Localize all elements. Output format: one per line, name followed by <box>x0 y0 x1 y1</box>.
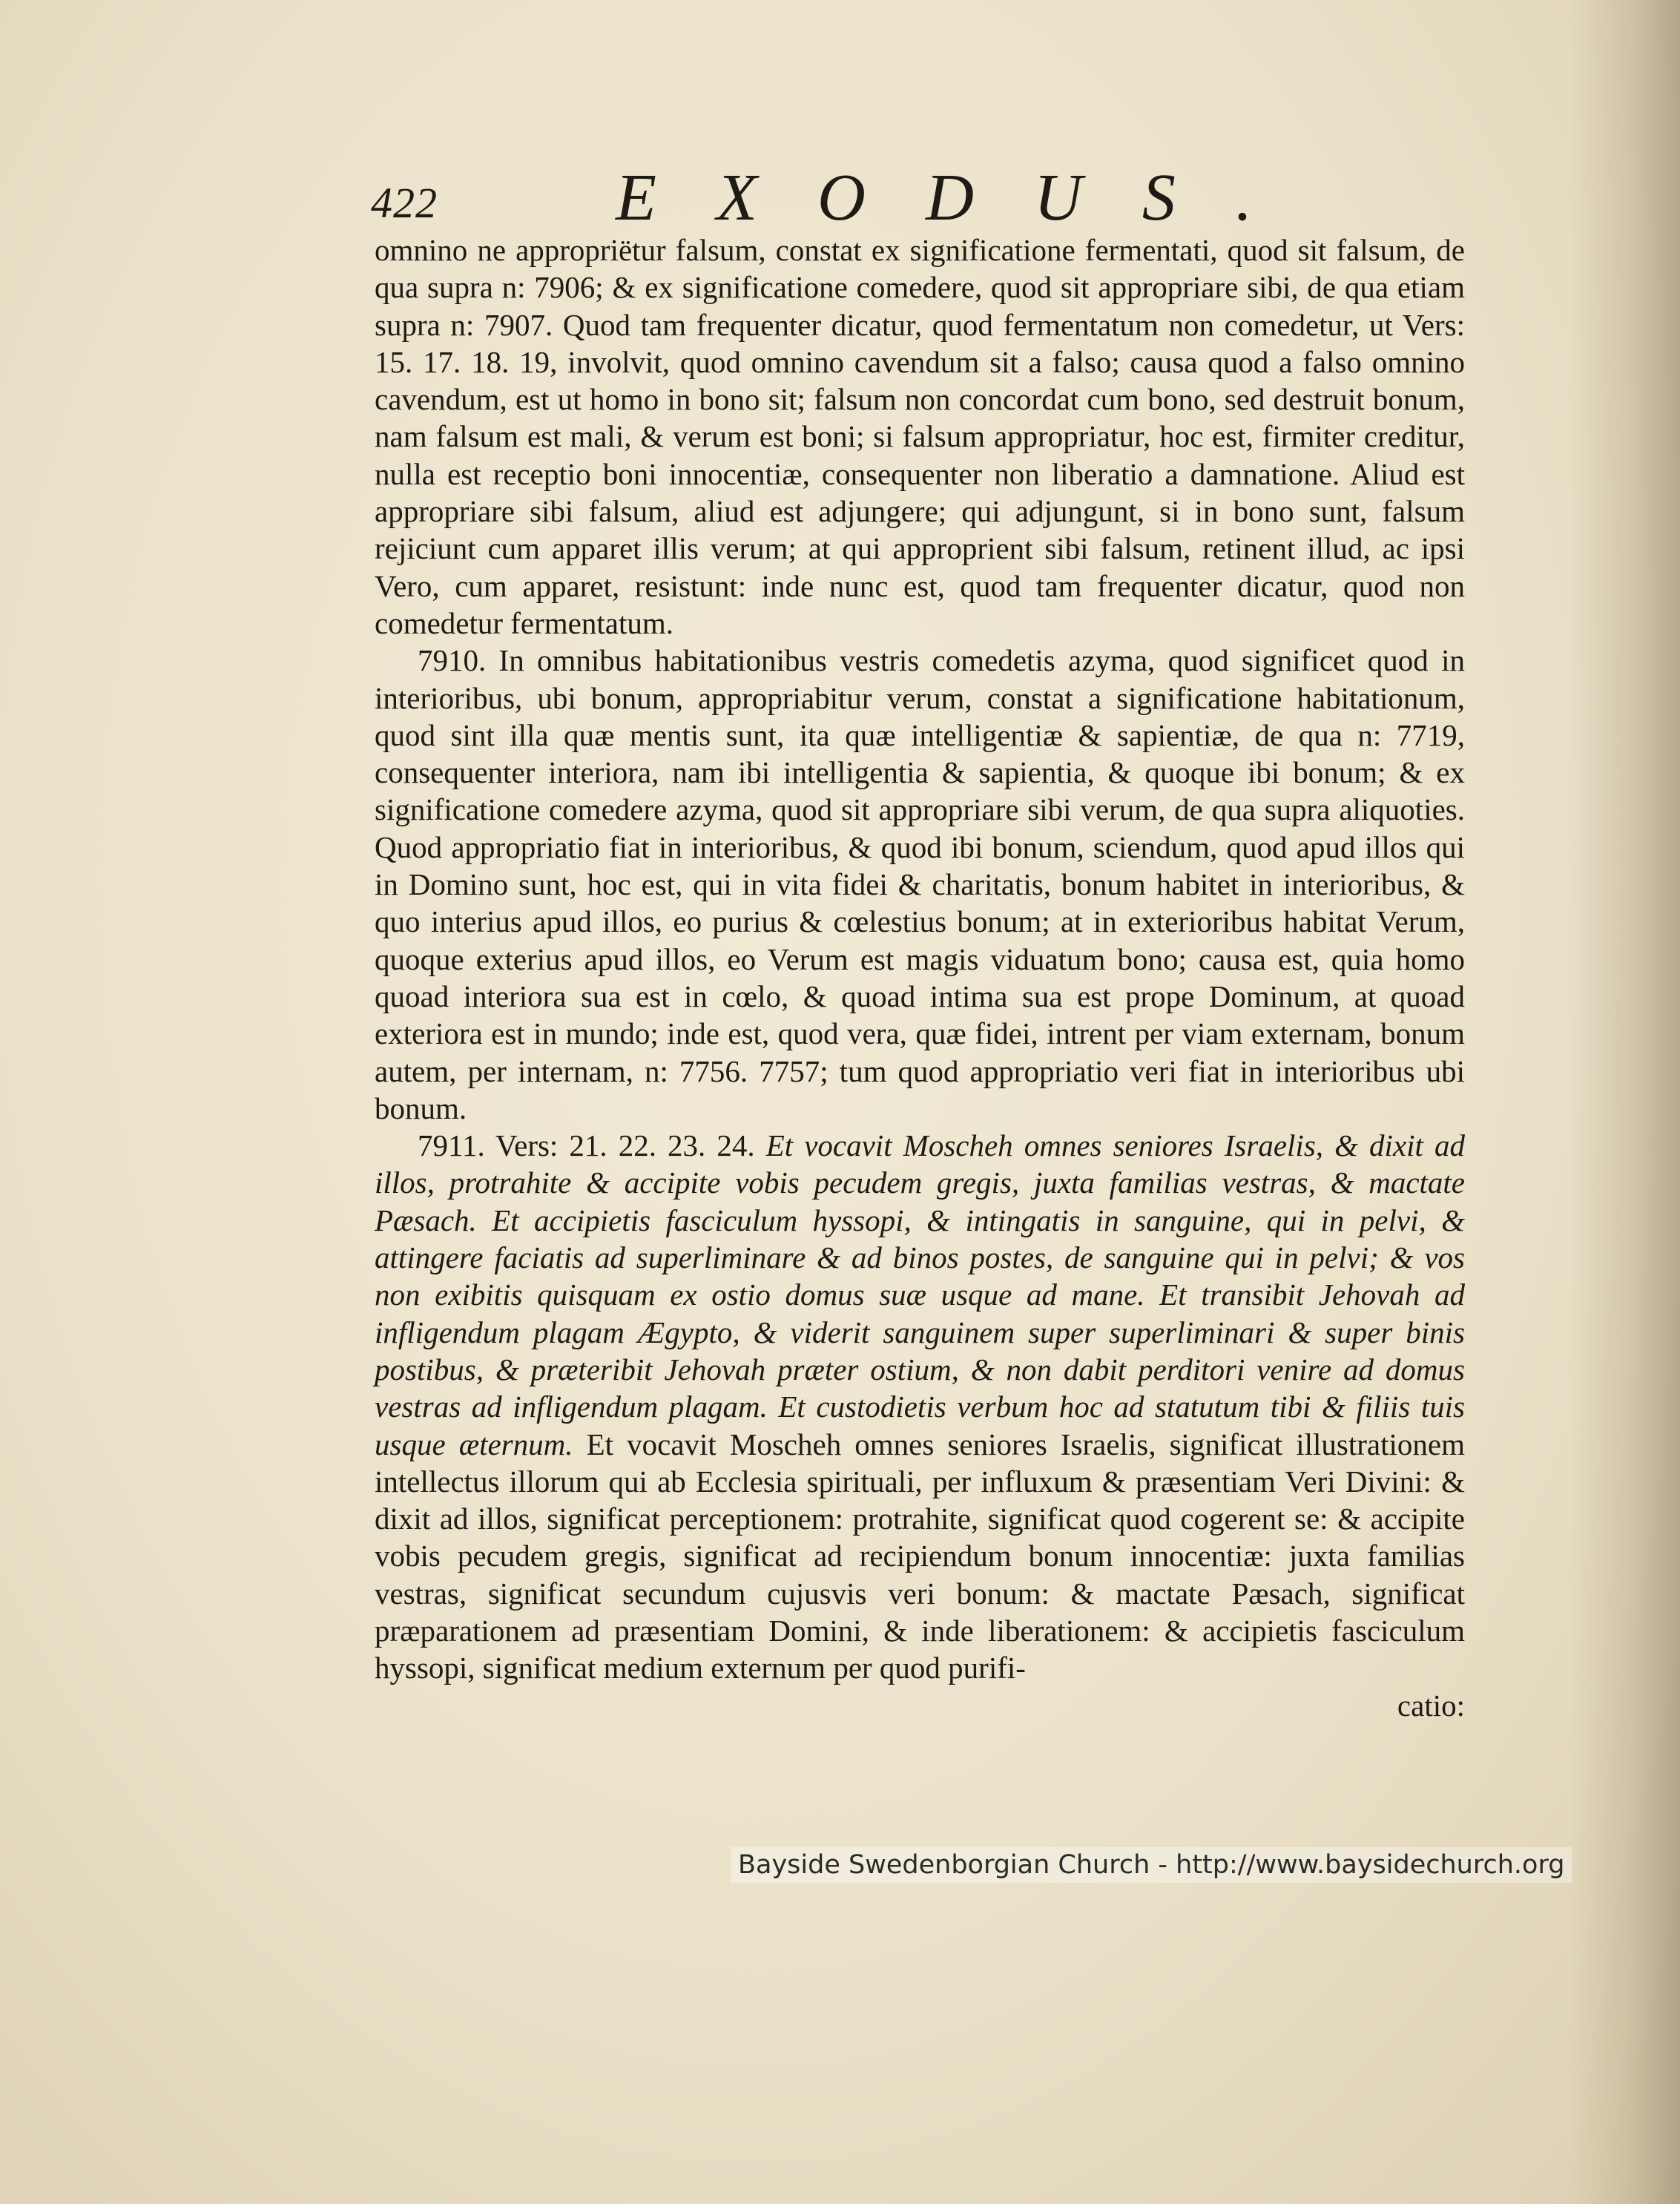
catchword: catio: <box>1397 1688 1465 1723</box>
page-header <box>371 152 1506 234</box>
spine-shadow <box>1569 0 1680 2204</box>
continuation-paragraph: omnino ne appropriëtur falsum, constat ex significatione fermentati, quod sit falsum, de qua supra n: 7906; & ex significatione comedere, quod sit appropriare sibi, de qua etiam supra n: 7907. Quod tam frequenter dicatur, quod fermentatum non comedetur, ut Vers: 15. 17. 18. 19, involvit, quod omnino cavendum sit a falso; causa quod a falso omnino cavendum, est ut homo in bono sit; falsum non concordat cum bono, sed destruit bonum, nam falsum est mali, & verum est boni; si falsum appropriatur, hoc est, firmiter creditur, nulla est receptio boni innocentiæ, consequenter non liberatio a damnatione. Aliud est appropriare sibi falsum, aliud est adjungere; qui adjungunt, si in bono sunt, falsum rejiciunt cum apparet illis verum; at qui approprient sibi falsum, retinent illud, ac ipsi Vero, cum apparet, resistunt: inde nunc est, quod tam frequenter dicatur, quod non comedetur fermentatum. <box>375 233 1465 640</box>
paragraph-7911-scripture: Et vocavit Moscheh omnes seniores Israelis, & dixit ad illos, protrahite & accipite vobis pecudem gregis, juxta familias vestras, & mactate Pæsach. Et accipietis fasciculum hyssopi, & intingatis in sanguine, qui in pelvi, & attingere faciatis ad superliminare & ad binos postes, de sanguine qui in pelvi; & vos non exibitis quisquam ex ostio domus suæ usque ad mane. Et transibit Jehovah ad infligendum plagam Ægypto, & viderit sanguinem super superliminari & super binis postibus, & præteribit Jehovah præter ostium, & non dabit perditori venire ad domus vestras ad infligendum plagam. Et custodietis verbum hoc ad statutum tibi & filiis tuis usque æternum. <box>375 1128 1466 1461</box>
page-number: 422 <box>371 179 438 227</box>
running-title: EXODUS. <box>616 161 1313 234</box>
paragraph-7910: 7910. In omnibus habitationibus vestris comedetis azyma, quod significet quod in interioribus, ubi bonum, appropriabitur verum, constat a significatione habitationum, quod sint illa quæ mentis sunt, ita quæ intelligentiæ & sapientiæ, de qua n: 7719, consequenter interiora, nam ibi intelligentia & sapientia, & quoque ibi bonum; & ex significatione comedere azyma, quod sit appropriare sibi verum, de qua supra aliquoties. Quod appropriatio fiat in interioribus, & quod ibi bonum, sciendum, quod apud illos qui in Domino sunt, hoc est, qui in vita fidei & charitatis, bonum habitet in interioribus, & quo interius apud illos, eo purius & cœlestius bonum; at in exterioribus habitat Verum, quoque exterius apud illos, eo Verum est magis viduatum bono; causa est, quia homo quoad interiora sua est in cœlo, & quoad intima sua est prope Dominum, at quoad exteriora est in mundo; inde est, quod vera, quæ fidei, intrent per viam externam, bonum autem, per internam, n: 7756. 7757; tum quod appropriatio veri fiat in interioribus ubi bonum. <box>375 643 1465 1125</box>
paragraph-7911-explanation: Et vocavit Moscheh omnes seniores Israelis, significat illustrationem intellectus illorum qui ab Ecclesia spirituali, per influxum & præsentiam Veri Divini: & dixit ad illos, significat perceptionem: protrahite, significat quod cogerent se: & accipite vobis pecudem gregis, significat ad recipiendum bonum innocentiæ: juxta familias vestras, significat secundum cujusvis veri bonum: & mactate Pæsach, significat præparationem ad præsentiam Domini, & inde liberationem: & accipietis fasciculum hyssopi, significat medium externum per quod purifi- <box>375 1427 1465 1685</box>
paragraph-7911 <box>375 1127 1465 1686</box>
watermark-credit: Bayside Swedenborgian Church - http://www.baysidechurch.org <box>731 1847 1572 1883</box>
paragraph-7911-lead: 7911. Vers: 21. 22. 23. 24. <box>418 1128 755 1163</box>
body-text <box>375 231 1465 1724</box>
